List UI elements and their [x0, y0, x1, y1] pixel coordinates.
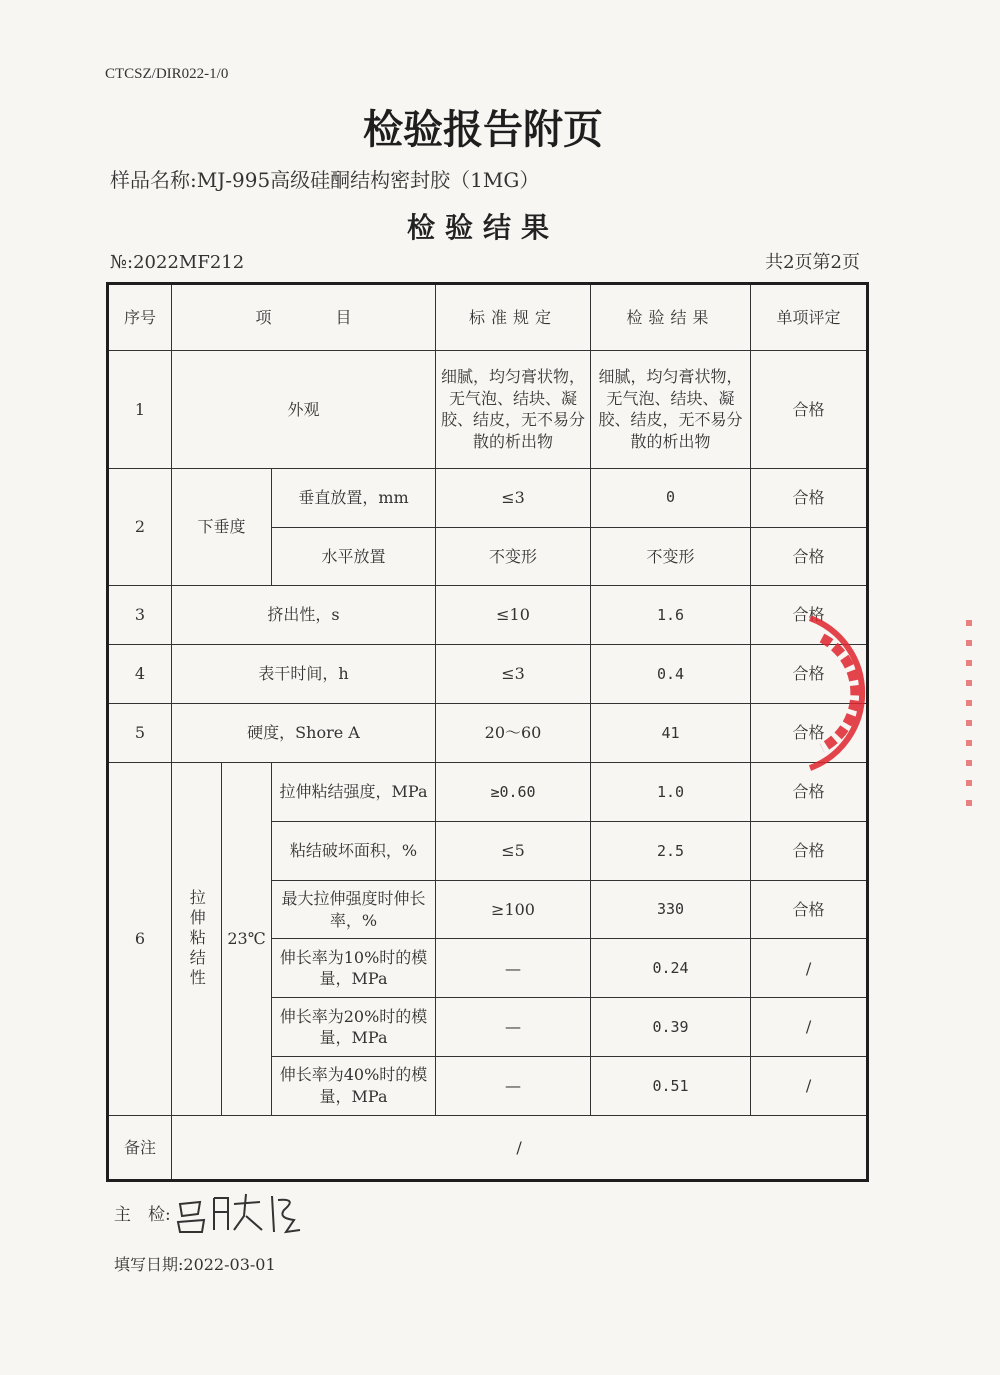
standard-cell: ≤3 — [436, 468, 591, 527]
page-title: 检验报告附页 — [363, 106, 603, 153]
standard-cell: ≤5 — [436, 821, 591, 880]
item-cell: 拉伸粘结强度，MPa — [272, 762, 436, 821]
verdict-cell: 合格 — [751, 586, 868, 645]
results-table — [106, 282, 869, 1182]
result-cell: 1.0 — [591, 762, 751, 821]
section-title: 检验结果 — [406, 211, 559, 244]
item-cell: 外观 — [172, 350, 436, 468]
verdict-cell: 合格 — [751, 762, 868, 821]
result-cell: 0.24 — [591, 939, 751, 998]
document-code: CTCSZ/DIR022-1/0 — [105, 66, 229, 82]
item-cell: 水平放置 — [272, 527, 436, 586]
item-cell: 伸长率为20%时的模量，MPa — [272, 998, 436, 1057]
seq-cell: 2 — [108, 468, 172, 586]
table-row — [108, 350, 868, 468]
table-header-row — [108, 284, 868, 351]
temperature-cell: 23℃ — [222, 762, 272, 1115]
sample-name: 样品名称:MJ-995高级硅酮结构密封胶（1MG） — [110, 168, 540, 192]
result-cell: 细腻，均匀膏状物，无气泡、结块、凝胶、结皮，无不易分散的析出物 — [591, 350, 751, 468]
item-cell: 挤出性，s — [172, 586, 436, 645]
standard-cell: — — [436, 1057, 591, 1116]
table-row — [108, 645, 868, 704]
result-cell: 0.51 — [591, 1057, 751, 1116]
standard-cell: ≤3 — [436, 645, 591, 704]
header-verdict: 单项评定 — [751, 284, 868, 351]
result-cell: 330 — [591, 880, 751, 939]
header-standard: 标准规定 — [436, 284, 591, 351]
seq-cell: 1 — [108, 350, 172, 468]
item-cell: 硬度，Shore A — [172, 704, 436, 763]
verdict-cell: / — [751, 998, 868, 1057]
verdict-cell: 合格 — [751, 468, 868, 527]
report-number: №:2022MF212 — [110, 252, 245, 273]
item-cell: 粘结破坏面积，% — [272, 821, 436, 880]
group-cell: 下垂度 — [172, 468, 272, 586]
verdict-cell: 合格 — [751, 880, 868, 939]
verdict-cell: 合格 — [751, 350, 868, 468]
verdict-cell: 合格 — [751, 527, 868, 586]
seq-cell: 5 — [108, 704, 172, 763]
result-cell: 2.5 — [591, 821, 751, 880]
group-cell: 拉伸粘结性 — [172, 762, 222, 1115]
verdict-cell: 合格 — [751, 645, 868, 704]
standard-cell: ≥0.60 — [436, 762, 591, 821]
table-row — [108, 704, 868, 763]
verdict-cell: / — [751, 1057, 868, 1116]
result-cell: 0.39 — [591, 998, 751, 1057]
result-cell: 0.4 — [591, 645, 751, 704]
seq-cell: 3 — [108, 586, 172, 645]
official-stamp — [790, 598, 900, 788]
table-row — [108, 762, 868, 821]
result-cell: 不变形 — [591, 527, 751, 586]
scan-edge-mark — [966, 620, 972, 810]
header-result: 检验结果 — [591, 284, 751, 351]
result-cell: 41 — [591, 704, 751, 763]
item-cell: 伸长率为10%时的模量，MPa — [272, 939, 436, 998]
item-cell: 最大拉伸强度时伸长率，% — [272, 880, 436, 939]
header-item: 项 目 — [172, 284, 436, 351]
item-cell: 表干时间，h — [172, 645, 436, 704]
table-row — [108, 586, 868, 645]
fill-date: 填写日期:2022-03-01 — [114, 1255, 276, 1274]
item-cell: 垂直放置，mm — [272, 468, 436, 527]
standard-cell: 不变形 — [436, 527, 591, 586]
handwritten-signature — [174, 1186, 304, 1238]
standard-cell: — — [436, 998, 591, 1057]
standard-cell: ≤10 — [436, 586, 591, 645]
table-row — [108, 468, 868, 527]
remark-label: 备注 — [108, 1115, 172, 1180]
page-count: 共2页第2页 — [765, 252, 860, 273]
verdict-cell: / — [751, 939, 868, 998]
verdict-cell: 合格 — [751, 821, 868, 880]
inspector-label: 主 检: — [114, 1205, 171, 1225]
header-seq: 序号 — [108, 284, 172, 351]
result-cell: 1.6 — [591, 586, 751, 645]
seq-cell: 6 — [108, 762, 172, 1115]
remark-row — [108, 1115, 868, 1180]
verdict-cell: 合格 — [751, 704, 868, 763]
standard-cell: 细腻，均匀膏状物，无气泡、结块、凝胶、结皮，无不易分散的析出物 — [436, 350, 591, 468]
standard-cell: 20～60 — [436, 704, 591, 763]
standard-cell: ≥100 — [436, 880, 591, 939]
seq-cell: 4 — [108, 645, 172, 704]
item-cell: 伸长率为40%时的模量，MPa — [272, 1057, 436, 1116]
result-cell: 0 — [591, 468, 751, 527]
standard-cell: — — [436, 939, 591, 998]
remark-value: / — [172, 1115, 868, 1180]
